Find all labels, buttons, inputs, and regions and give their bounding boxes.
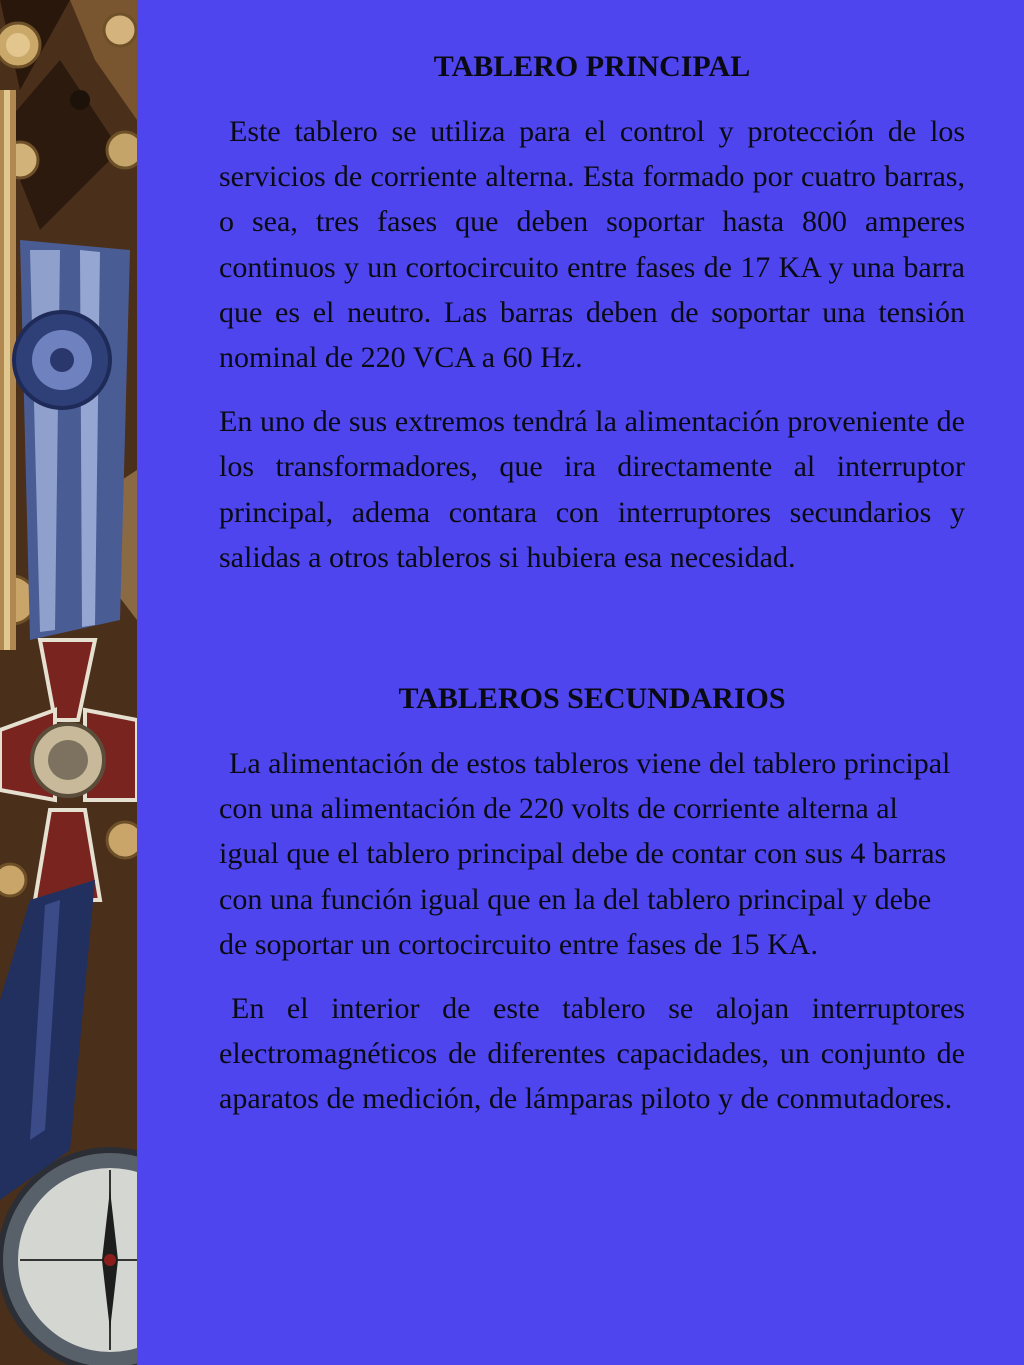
- document-body: [219, 44, 965, 1122]
- decorative-side-image: [0, 0, 137, 1365]
- slide-content-area: [137, 0, 1024, 1365]
- medal-collage-illustration: [0, 0, 137, 1365]
- section-title-secondary-panels: TABLEROS SECUNDARIOS: [398, 682, 786, 716]
- paragraph-secondary-panel-feed: La alimentación de estos tableros viene del tablero principal con una alimentación de 220 volts de corriente alterna al igual que el tablero principal debe de contar con sus 4 barras con una función igual que en la del tablero principal y debe de soportar un cortocircuito entre fases de 15 KA.: [219, 747, 951, 961]
- paragraph-main-panel-description: Este tablero se utiliza para el control y protección de los servicios de corriente alterna. Esta formado por cuatro barras, o sea, tres fases que deben soportar hasta 800 amperes continuos y un cortocircuito entre fases de 17 KA y una barra que es el neutro. Las barras deben de soportar una tensión nominal de 220 VCA a 60 Hz.: [219, 115, 965, 375]
- section-title-main-panel: TABLERO PRINCIPAL: [433, 50, 751, 83]
- medal-ribbon-icon: [14, 240, 130, 640]
- paragraph-secondary-panel-contents: En el interior de este tablero se alojan interruptores electromagnéticos de diferentes capacidades, un conjunto de aparatos de medición, de lámparas piloto y de conmutadores.: [219, 992, 965, 1116]
- paragraph-main-panel-feed: En uno de sus extremos tendrá la alimentación proveniente de los transformadores, que ira directamente al interruptor principal, adema contara con interruptores secundarios y salidas a otros tableros si hubiera esa necesidad.: [219, 405, 965, 574]
